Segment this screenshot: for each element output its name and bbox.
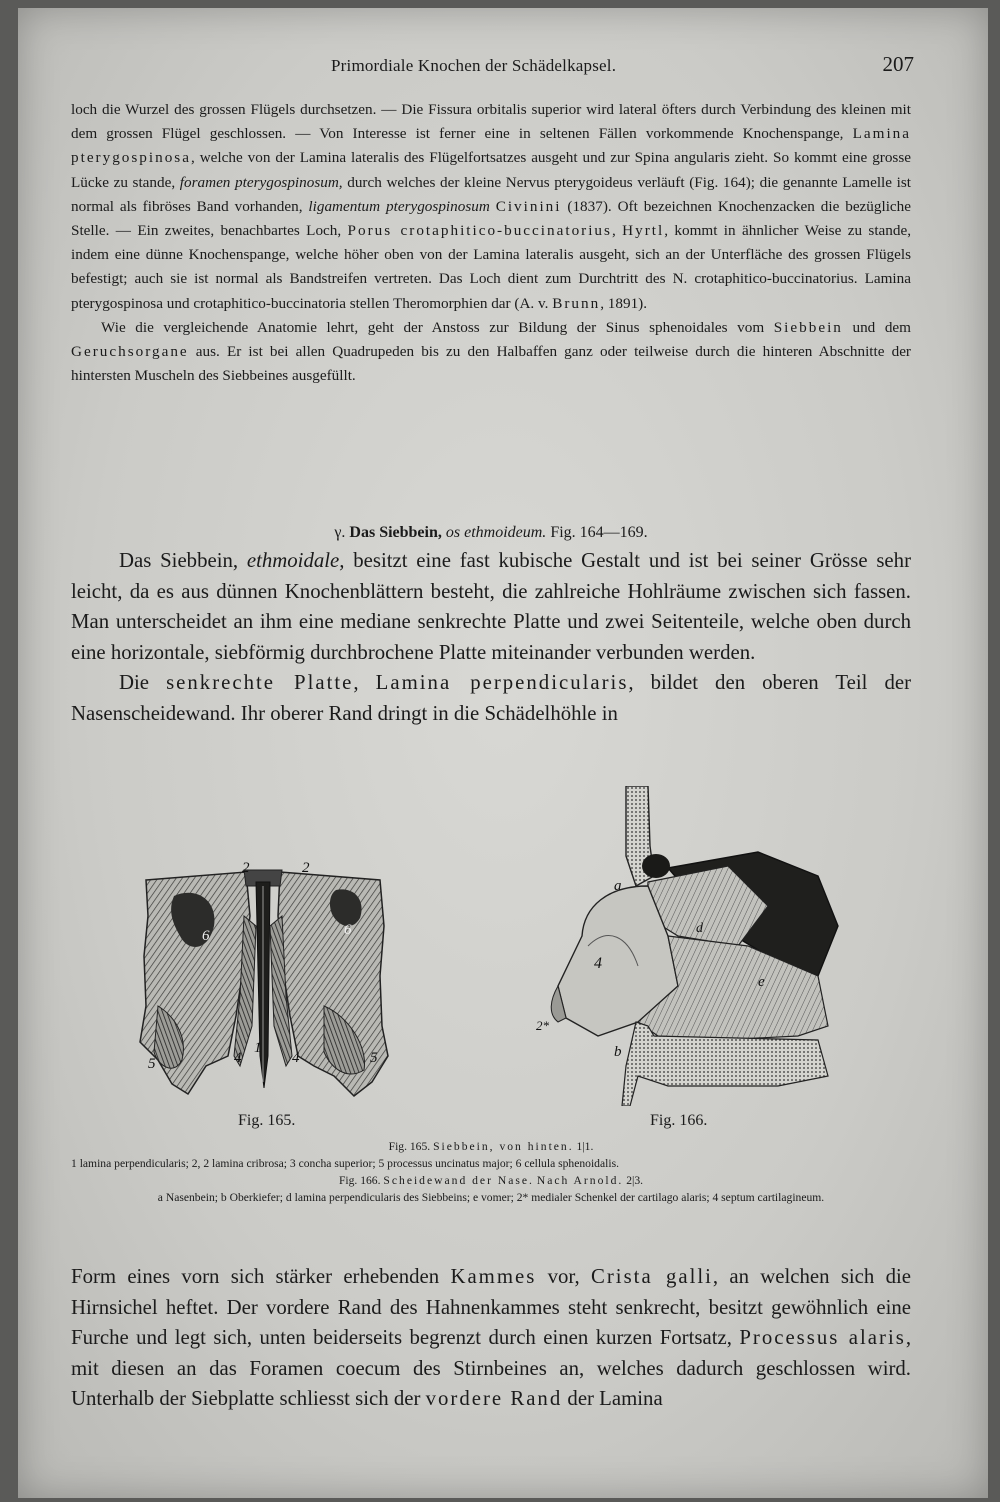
text-run: , (353, 671, 376, 695)
spaced-term: Lamina pterygospinosa (71, 125, 911, 167)
fig166-label: 2* (536, 1018, 549, 1033)
text-run: der Lamina (562, 1387, 663, 1411)
italic-term: ligamentum pterygospinosum (308, 197, 490, 215)
ethmoid-posterior-drawing (118, 856, 408, 1104)
paragraph (71, 668, 911, 729)
text-run: , welche von der Lamina lateralis des Flügelfortsatzes ausgeht und zur Spina angularis zieht. So kommt eine grosse Lücke zu stande, (71, 149, 911, 191)
spaced-term: Crista galli (591, 1265, 713, 1288)
spaced-term: Hyrtl (622, 222, 665, 240)
fig165-label: 4 (234, 1050, 242, 1066)
text-run: , (611, 222, 623, 240)
spaced-term: Geruchsorgane (71, 343, 189, 361)
nasal-septum-drawing (518, 786, 848, 1106)
running-title: Primordiale Knochen der Schädelkapsel. (331, 56, 617, 75)
text-run: , bildet den oberen Teil der Nasenscheidewand. Ihr oberer Rand dringt in die Schädelhöhle in (71, 671, 912, 725)
italic-term: ethmoidale, (246, 549, 345, 572)
figure-165-illustration (118, 856, 408, 1104)
section-figure-ref: Fig. 164—169. (550, 524, 648, 541)
main-text-bottom (71, 1262, 911, 1415)
text-run: und dem (842, 318, 911, 336)
figure-166-label: Fig. 166. (650, 1112, 708, 1129)
fig166-label: d (696, 921, 703, 936)
figure-165-label: Fig. 165. (238, 1112, 296, 1129)
legend-fig-name: Scheidewand der Nase. (383, 1174, 534, 1187)
text-run: Wie die vergleichende Anatomie lehrt, geht der Anstoss zur Bildung der Sinus sphenoidales vom (101, 318, 774, 336)
text-run: , mit diesen an das Foramen coecum des Stirnbeines an, welches dadurch geschlossen wird. Unterhalb der Siebplatte schliesst sich der (71, 1326, 912, 1411)
spaced-term: Processus alaris (739, 1326, 906, 1350)
spaced-term: Porus crotaphitico-buccinatorius (347, 222, 612, 240)
text-run: , kommt in ähnlicher Weise zu stande, indem eine dünne Knochenspange, welche höher oben von der Lamina lateralis ausgeht, sich an der Unterfläche des grossen Flügels befestigt; auch sie ist normal als Bandstreifen vertreten. Das Loch dient zum Durchtritt des N. crotaphitico-buccinatorius. Lamina pterygospinosa und crotaphitico-buccinatoria stellen Theromorphien dar (A. v. (71, 222, 912, 312)
legend-fig-number: Fig. 166. (338, 1174, 381, 1187)
text-run: (1837). Oft bezeichnen Knochenzacken die bezügliche Stelle. — Ein zweites, benachbartes Loch, (71, 197, 912, 240)
text-run: , 1891). (600, 294, 648, 312)
paragraph (71, 546, 911, 668)
section-latin-name: os ethmoideum. (445, 524, 547, 541)
figure-166-illustration (518, 786, 848, 1106)
fig165-label: 2 (242, 860, 250, 876)
text-run: besitzt eine fast kubische Gestalt und ist bei seiner Grösse sehr leicht, da es aus dünnen Knochenblättern besteht, die zahlreiche Hohlräume zwischen sich fassen. Man unterscheidet an ihm eine mediane senkrechte Platte und zwei Seitenteile, welche oben durch eine horizontale, siebförmig durchbrochene Platte miteinander verbunden werden. (71, 549, 911, 664)
fig165-label: 1 (254, 1040, 262, 1056)
spaced-term: Lamina perpendicularis (375, 671, 629, 695)
legend-scale: 1|1. (576, 1140, 594, 1153)
legend-fig166-text: a Nasenbein; b Oberkiefer; d lamina perpendicularis des Siebbeins; e vomer; 2* medialer Schenkel der cartilago alaris; 4 septum cartilagineum. (157, 1191, 825, 1204)
page-number: 207 (882, 52, 914, 76)
fig165-label: 5 (370, 1050, 378, 1066)
fig165-label: 4 (292, 1050, 300, 1066)
fig166-label: a (614, 878, 622, 894)
legend-fig-name: Siebbein, von hinten. (433, 1140, 574, 1153)
spaced-term: Brunn (552, 294, 601, 312)
fig165-label: 6 (202, 928, 210, 944)
italic-term: foramen pterygospinosum, (179, 173, 343, 191)
section-title: Das Siebbein, (349, 524, 442, 541)
legend-fig-number: Fig. 165. (388, 1140, 431, 1153)
text-run: Das Siebbein, (119, 549, 247, 572)
spaced-term: vordere Rand (425, 1387, 563, 1411)
text-run: Die (119, 671, 167, 695)
fig165-label: 6 (344, 922, 352, 938)
spaced-term: Siebbein (773, 318, 843, 336)
text-run: durch welches der kleine Nervus pterygoideus verläuft (Fig. 164); die genannte Lamelle ist normal als fibröses Band vorhanden, (71, 173, 911, 215)
legend-scale: 2|3. (626, 1174, 644, 1187)
paragraph (71, 1262, 911, 1415)
legend-fig166-title (71, 1172, 911, 1189)
fig166-label: e (758, 974, 765, 990)
legend-fig165-title (71, 1138, 911, 1155)
book-page (18, 8, 988, 1498)
spaced-term: Kammes (450, 1265, 537, 1288)
text-run: Form eines vorn sich stärker erhebenden (71, 1265, 451, 1288)
text-run: , an welchen sich die Hirnsichel heftet. Der vordere Rand des Hahnenkammes steht senkrecht, besitzt gewöhnlich eine Furche und legt sich, unten beiderseits begrenzt durch einen kurzen Fortsatz, (71, 1265, 911, 1350)
fig166-label: b (614, 1044, 622, 1060)
paragraph (71, 316, 911, 389)
section-number: γ. (334, 524, 346, 541)
legend-fig165-text: 1 lamina perpendicularis; 2, 2 lamina cribrosa; 3 concha superior; 5 processus uncinatus major; 6 cellula sphenoidalis. (71, 1157, 619, 1170)
spaced-term: Civinini (495, 197, 562, 215)
main-text-top (71, 546, 911, 730)
fig165-label: 2 (302, 860, 310, 876)
small-print-section (71, 98, 911, 388)
section-heading (71, 524, 911, 542)
fig165-label: 5 (148, 1056, 156, 1072)
spaced-term: senkrechte Platte (166, 671, 354, 695)
figure-legend (71, 1138, 911, 1206)
fig166-label: 4 (594, 955, 602, 972)
legend-author: Nach Arnold. (536, 1174, 624, 1187)
text-run: loch die Wurzel des grossen Flügels durchsetzen. — Die Fissura orbitalis superior wird lateral öfters durch Verbindung des kleinen mit dem grossen Flügel geschlossen. — Von Interesse ist ferner eine in seltenen Fällen vorkommende Knochenspange, (71, 101, 911, 143)
paragraph (71, 98, 911, 316)
page-header (86, 50, 916, 82)
text-run: vor, (536, 1265, 591, 1288)
text-run: aus. Er ist bei allen Quadrupeden bis zu den Halbaffen ganz oder teilweise durch die hinteren Abschnitte der hintersten Muscheln des Siebbeines ausgefüllt. (71, 343, 911, 385)
